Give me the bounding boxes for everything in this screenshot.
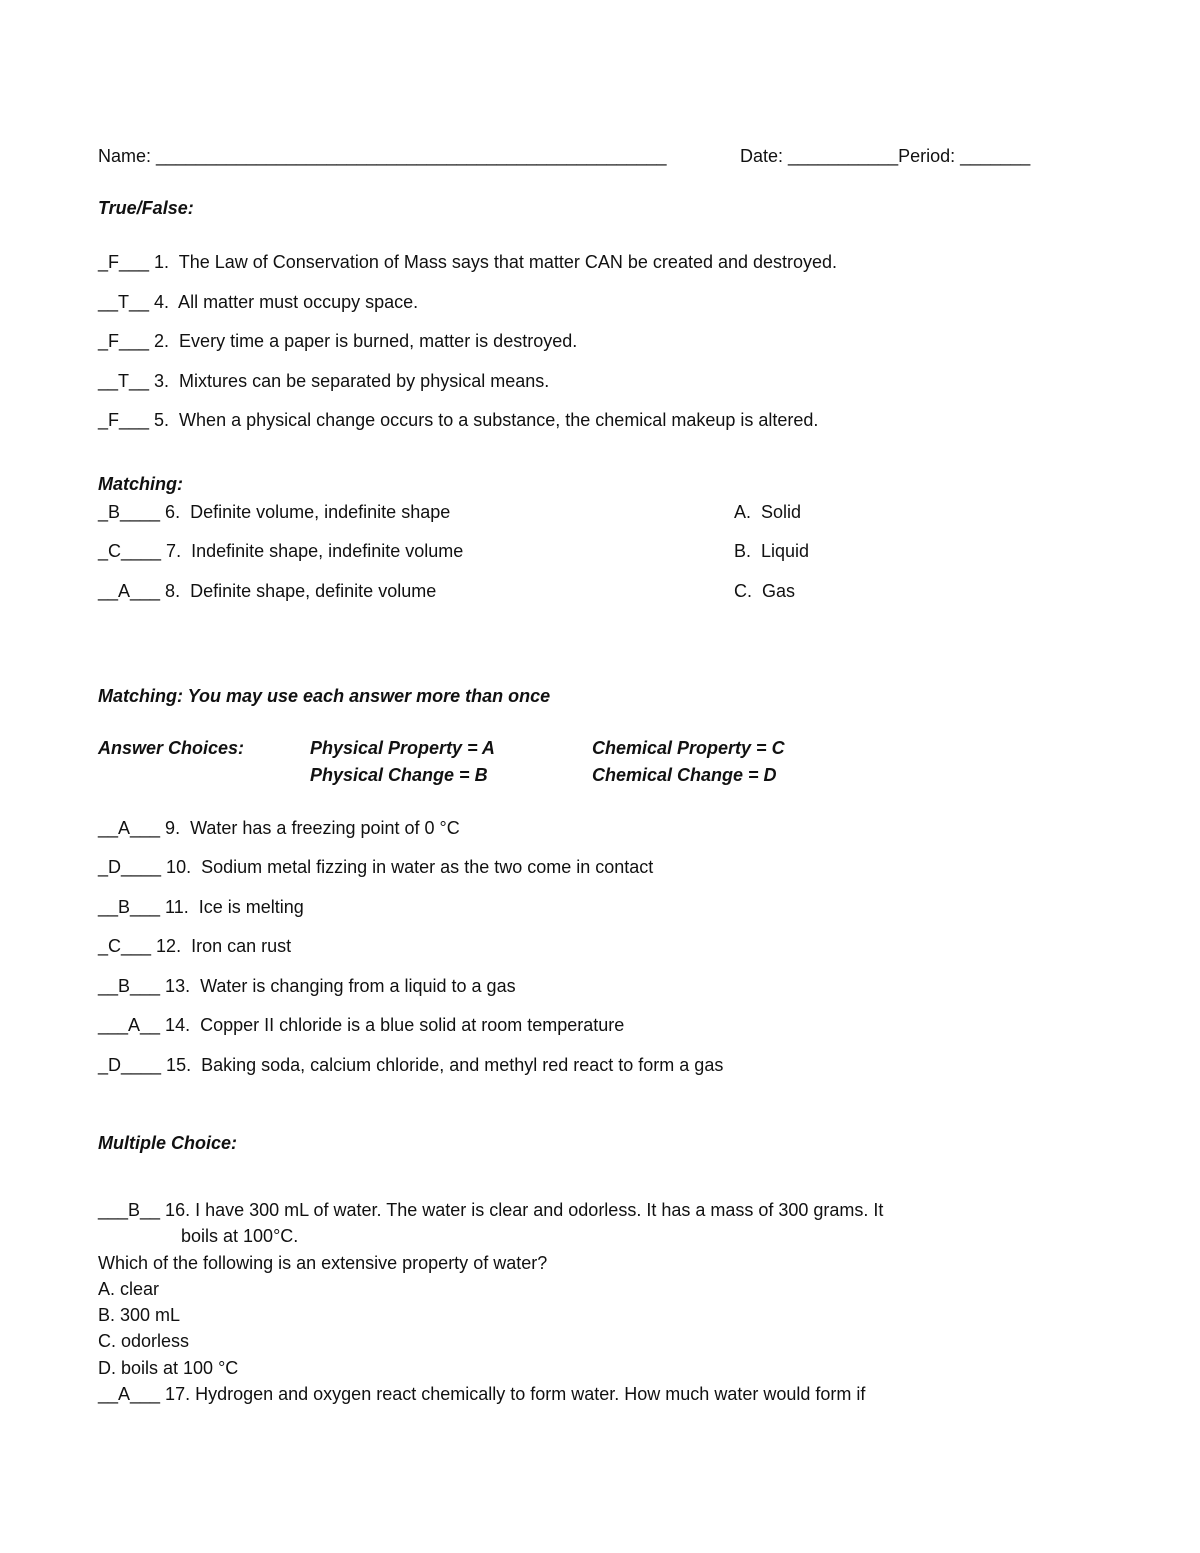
- matching2-item-13: __B___ 13. Water is changing from a liquid to a gas: [98, 976, 516, 996]
- matching2-item-11: __B___ 11. Ice is melting: [98, 897, 304, 917]
- tf-item-5: _F___ 5. When a physical change occurs to a substance, the chemical makeup is altered.: [98, 410, 819, 430]
- matching2-item-12: _C___ 12. Iron can rust: [98, 936, 292, 956]
- name-field-label: Name: ___________________________________________________: [98, 146, 667, 166]
- q16-option-a: A. clear: [98, 1279, 160, 1299]
- chemical-property-choice: Chemical Property = C: [592, 738, 785, 758]
- q16-line1: ___B__ 16. I have 300 mL of water. The water is clear and odorless. It has a mass of 300 grams. It: [98, 1200, 884, 1220]
- chemical-change-choice: Chemical Change = D: [592, 765, 777, 785]
- q16-option-d: D. boils at 100 °C: [98, 1358, 239, 1378]
- q16-option-b: B. 300 mL: [98, 1305, 181, 1325]
- matching-item-6: _B____ 6. Definite volume, indefinite shape: [98, 502, 451, 522]
- choice-gas: C. Gas: [734, 581, 796, 601]
- true-false-heading: True/False:: [98, 198, 194, 218]
- tf-item-2: _F___ 2. Every time a paper is burned, matter is destroyed.: [98, 331, 578, 351]
- choice-solid: A. Solid: [734, 502, 802, 522]
- q16-line2: boils at 100°C.: [181, 1226, 299, 1246]
- physical-change-choice: Physical Change = B: [310, 765, 488, 785]
- matching2-item-14: ___A__ 14. Copper II chloride is a blue solid at room temperature: [98, 1015, 625, 1035]
- matching2-item-10: _D____ 10. Sodium metal fizzing in water as the two come in contact: [98, 857, 654, 877]
- multiple-choice-heading: Multiple Choice:: [98, 1133, 237, 1153]
- matching2-heading: Matching: You may use each answer more than once: [98, 686, 551, 706]
- choice-liquid: B. Liquid: [734, 541, 810, 561]
- matching2-item-9: __A___ 9. Water has a freezing point of 0 °C: [98, 818, 460, 838]
- q16-prompt: Which of the following is an extensive property of water?: [98, 1253, 548, 1273]
- matching-item-7: _C____ 7. Indefinite shape, indefinite volume: [98, 541, 464, 561]
- matching-heading: Matching:: [98, 474, 183, 494]
- tf-item-4: __T__ 4. All matter must occupy space.: [98, 292, 419, 312]
- date-period-label: Date: ___________Period: _______: [740, 146, 1031, 166]
- answer-choices-label: Answer Choices:: [98, 738, 245, 758]
- matching2-item-15: _D____ 15. Baking soda, calcium chloride, and methyl red react to form a gas: [98, 1055, 724, 1075]
- tf-item-1: _F___ 1. The Law of Conservation of Mass says that matter CAN be created and destroyed.: [98, 252, 838, 272]
- matching-item-8: __A___ 8. Definite shape, definite volume: [98, 581, 437, 601]
- q16-option-c: C. odorless: [98, 1331, 190, 1351]
- tf-item-3: __T__ 3. Mixtures can be separated by physical means.: [98, 371, 550, 391]
- physical-property-choice: Physical Property = A: [310, 738, 495, 758]
- q17-line1: __A___ 17. Hydrogen and oxygen react chemically to form water. How much water would form if: [98, 1384, 866, 1404]
